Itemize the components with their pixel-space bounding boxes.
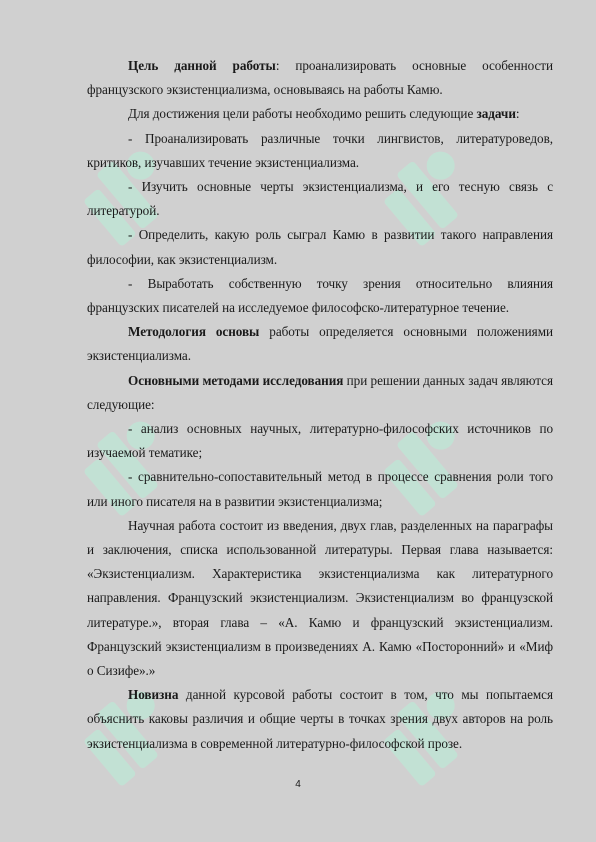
paragraph-text: данной курсовой работы состоит в том, что мы попытаемся объяснить каковы различия и общие черты в точках зрения двух авторов на роль экзистенциализма в современной литературно-философской прозе. xyxy=(87,687,553,751)
bold-term: задачи xyxy=(476,106,516,122)
paragraph-novelty xyxy=(87,683,553,756)
list-item: - Выработать собственную точку зрения относительно влияния французских писателей на исследуемое философско-литературное течение. xyxy=(87,275,553,316)
paragraph-structure: Научная работа состоит из введения, двух глав, разделенных на параграфы и заключения, списка использованной литературы. Первая глава называется: «Экзистенциализм. Характеристика экзистенциализма как литературного направления. Французский экзистенциализм. Экзистенциализм во французской литературе.», вторая глава – «А. Камю и французский экзистенциализм. Французский экзистенциализм в произведениях А. Камю «Посторонний» и «Миф о Сизифе».» xyxy=(87,517,553,679)
paragraph-methodology xyxy=(87,320,553,368)
document-body xyxy=(87,54,553,756)
paragraph-text: при решении данных задач являются следующие: xyxy=(87,372,553,412)
paragraph-goal xyxy=(87,54,553,102)
list-item: - Изучить основные черты экзистенциализма, и его тесную связь с литературой. xyxy=(87,179,553,219)
paragraph-text: Для достижения цели работы необходимо решить следующие xyxy=(128,106,477,122)
list-item: - Проанализировать различные точки лингвистов, литературоведов, критиков, изучавших течение экзистенциализма. xyxy=(87,130,553,170)
paragraph-text: : проанализировать основные особенности французского экзистенциализма, основываясь на работы Камю. xyxy=(87,58,554,98)
list-item: - Определить, какую роль сыграл Камю в развитии такого направления философии, как экзистенциализм. xyxy=(87,227,553,267)
bold-term: Основными методами исследования xyxy=(128,372,344,388)
paragraph-tasks-intro xyxy=(87,102,553,126)
paragraph-text: работы определяется основными положениями экзистенциализма. xyxy=(87,324,554,364)
bold-term: Методология основы xyxy=(128,324,260,340)
paragraph-methods xyxy=(87,369,553,417)
list-item: - анализ основных научных, литературно-философских источников по изучаемой тематике; xyxy=(87,421,553,461)
bold-term: Цель данной работы xyxy=(128,58,276,73)
paragraph-text: : xyxy=(515,106,520,122)
list-item: - сравнительно-сопоставительный метод в процессе сравнения роли того или иного писателя на в развитии экзистенциализма; xyxy=(87,469,553,509)
bold-term: Новизна xyxy=(128,687,179,703)
page-number: 4 xyxy=(295,779,301,790)
